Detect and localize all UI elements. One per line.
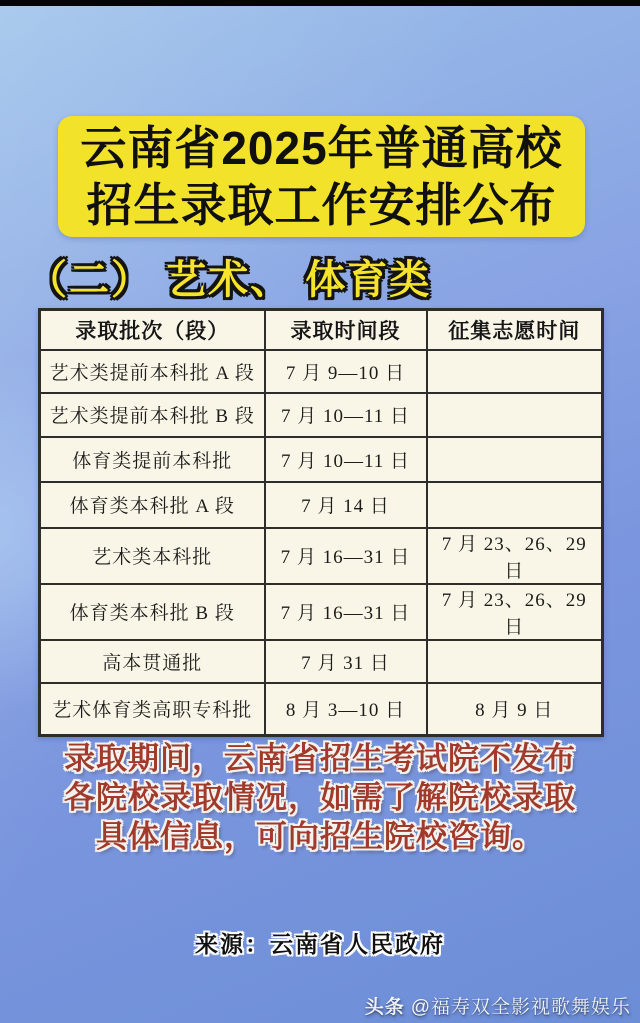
cell-batch: 艺术类提前本科批 A 段 <box>40 350 265 393</box>
table-row <box>40 640 603 683</box>
admission-schedule-table <box>38 308 604 737</box>
watermark <box>365 992 631 1019</box>
cell-supplementary <box>427 640 603 683</box>
notice-line-1: 录取期间，云南省招生考试院不发布 <box>64 741 576 776</box>
table-row <box>40 482 603 528</box>
cell-batch: 高本贯通批 <box>40 640 265 683</box>
notice-paragraph <box>0 739 640 856</box>
cell-supplementary <box>427 393 603 437</box>
cell-period: 7 月 10—11 日 <box>265 393 427 437</box>
notice-line-3: 具体信息，可向招生院校咨询。 <box>96 819 544 854</box>
table-header-row <box>40 310 603 350</box>
cell-period: 7 月 16—31 日 <box>265 584 427 640</box>
cell-batch: 艺术类本科批 <box>40 528 265 584</box>
col-header-batch: 录取批次（段） <box>40 310 265 350</box>
cell-batch: 体育类本科批 B 段 <box>40 584 265 640</box>
table-row <box>40 437 603 482</box>
cell-batch: 体育类本科批 A 段 <box>40 482 265 528</box>
cell-batch: 艺术体育类高职专科批 <box>40 683 265 736</box>
cell-period: 7 月 31 日 <box>265 640 427 683</box>
section-heading: （二） 艺术、 体育类 <box>27 258 432 302</box>
cell-supplementary: 8 月 9 日 <box>427 683 603 736</box>
table-row <box>40 584 603 640</box>
cell-supplementary <box>427 482 603 528</box>
cell-supplementary: 7 月 23、26、29 日 <box>427 584 603 640</box>
cell-period: 7 月 16—31 日 <box>265 528 427 584</box>
watermark-platform-label: 头条 <box>364 997 405 1018</box>
table-row <box>40 350 603 393</box>
cell-period: 8 月 3—10 日 <box>265 683 427 736</box>
cell-period: 7 月 9—10 日 <box>265 350 427 393</box>
title-banner <box>58 116 585 237</box>
table-row <box>40 683 603 736</box>
table-row <box>40 393 603 437</box>
cell-batch: 艺术类提前本科批 B 段 <box>40 393 265 437</box>
col-header-supplementary-volunteer-time: 征集志愿时间 <box>427 310 603 350</box>
cell-period: 7 月 10—11 日 <box>265 437 427 482</box>
notice-line-2: 各院校录取情况，如需了解院校录取 <box>64 780 576 815</box>
title-line-2: 招生录取工作安排公布 <box>86 178 557 231</box>
title-line-1: 云南省2025年普通高校 <box>80 121 563 174</box>
cell-supplementary <box>427 350 603 393</box>
col-header-admission-period: 录取时间段 <box>265 310 427 350</box>
top-black-bar <box>0 0 640 6</box>
watermark-account-label: @福寿双全影视歌舞娱乐 <box>410 997 631 1018</box>
cell-supplementary <box>427 437 603 482</box>
cell-period: 7 月 14 日 <box>265 482 427 528</box>
cell-batch: 体育类提前本科批 <box>40 437 265 482</box>
cell-supplementary: 7 月 23、26、29 日 <box>427 528 603 584</box>
table-row <box>40 528 603 584</box>
source-attribution: 来源：云南省人民政府 <box>195 931 445 957</box>
